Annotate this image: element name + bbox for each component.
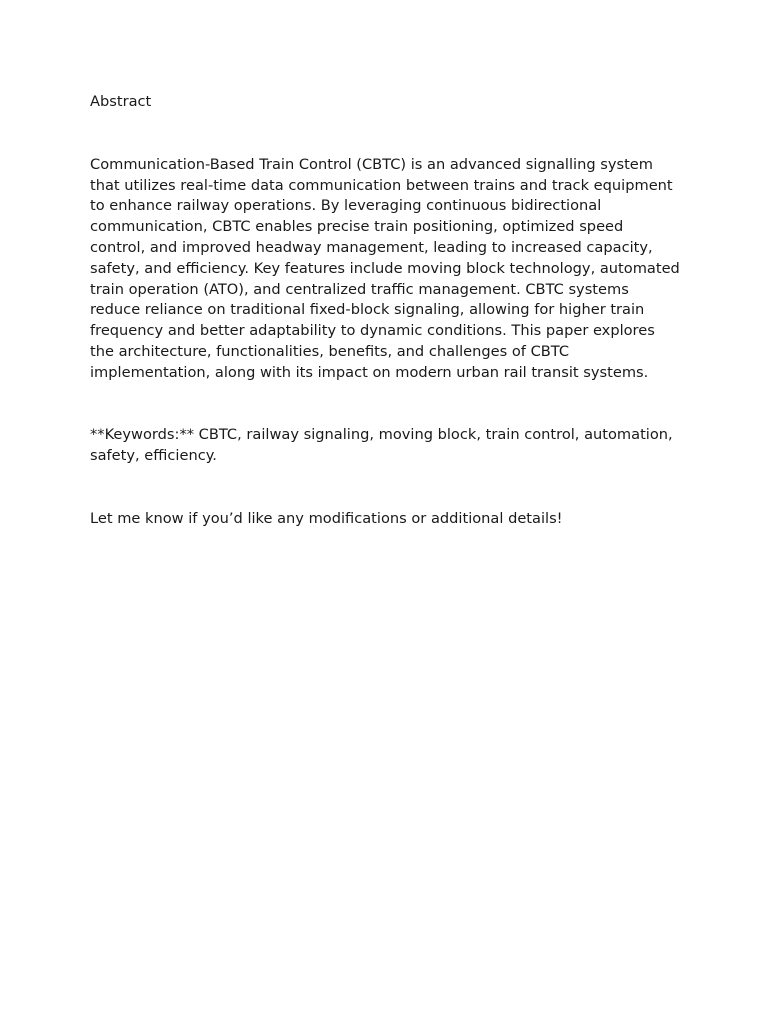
abstract-paragraph: Communication-Based Train Control (CBTC) is an advanced signalling system that utilizes real-time data communication between trains and track equipment to enhance railway operations. By leveraging continuous bidirectional communication, CBTC enables precise train positioning, optimized speed control, and improved headway management, leading to increased capacity, safety, and efficiency. Key features include moving block technology, automated train operation (ATO), and centralized traffic management. CBTC systems reduce reliance on traditional fixed-block signaling, allowing for higher train frequency and better adaptability to dynamic conditions. This paper explores the architecture, functionalities, benefits, and challenges of CBTC implementation, along with its impact on modern urban rail transit systems. xyxy=(90,155,680,381)
keywords-paragraph: **Keywords:** CBTC, railway signaling, moving block, train control, automation, safety, efficiency. xyxy=(90,426,673,464)
closing-paragraph: Let me know if you’d like any modifications or additional details! xyxy=(90,509,563,527)
document-body xyxy=(90,92,680,529)
abstract-heading: Abstract xyxy=(90,93,152,110)
